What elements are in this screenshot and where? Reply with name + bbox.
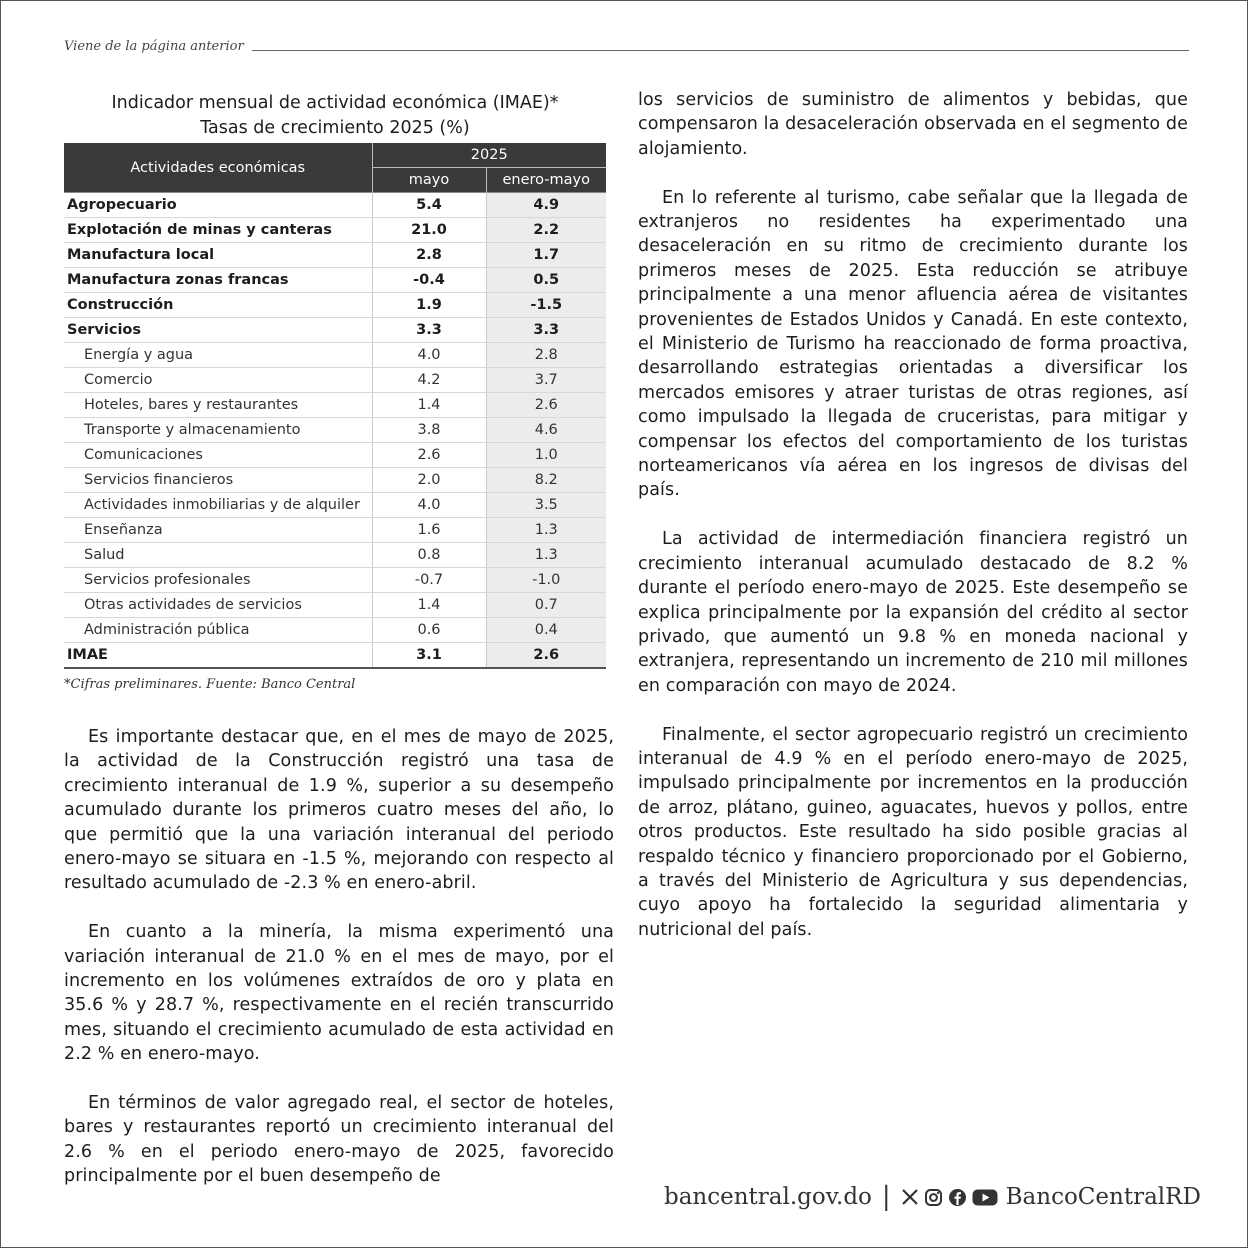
- activity-name: Energía y agua: [64, 343, 372, 368]
- table-row: [64, 368, 606, 393]
- table-body: [64, 193, 606, 669]
- paragraph-construction: Es importante destacar que, en el mes de mayo de 2025, la actividad de la Construcción registró una tasa de crecimiento interanual de 1.9 %, superior a su desempeño acumulado durante los primeros cuatro meses del año, lo que permitió que la una variación interanual del periodo enero-mayo se situara en -1.5 %, mejorando con respecto al resultado acumulado de -2.3 % en enero-abril.: [64, 727, 614, 894]
- table-row: [64, 318, 606, 343]
- activity-name: Agropecuario: [64, 193, 372, 218]
- instagram-icon[interactable]: [924, 1188, 943, 1207]
- table-row: [64, 343, 606, 368]
- value-mayo: 4.2: [372, 368, 486, 393]
- value-enero-mayo: -1.5: [486, 293, 606, 318]
- value-enero-mayo: 2.2: [486, 218, 606, 243]
- table-row: [64, 643, 606, 669]
- value-mayo: -0.4: [372, 268, 486, 293]
- table-row: [64, 393, 606, 418]
- table-row: [64, 418, 606, 443]
- social-handle[interactable]: BancoCentralRD: [1005, 1184, 1201, 1210]
- table-row: [64, 268, 606, 293]
- right-column: [638, 88, 1188, 967]
- header-activities: Actividades económicas: [64, 143, 372, 193]
- value-mayo: 3.8: [372, 418, 486, 443]
- imae-table-block: [64, 91, 606, 692]
- value-mayo: 4.0: [372, 343, 486, 368]
- value-mayo: 5.4: [372, 193, 486, 218]
- paragraph-hotels: En términos de valor agregado real, el sector de hoteles, bares y restaurantes reportó un crecimiento interanual del 2.6 % en el periodo enero-mayo de 2025, favorecido principalmente por el buen desempeño de: [64, 1093, 614, 1187]
- activity-name: Comercio: [64, 368, 372, 393]
- value-mayo: 1.4: [372, 393, 486, 418]
- paragraph-hotels-continued: los servicios de suministro de alimentos y bebidas, que compensaron la desaceleración observada en el segmento de alojamiento.: [638, 90, 1188, 159]
- value-enero-mayo: 1.0: [486, 443, 606, 468]
- value-enero-mayo: 2.8: [486, 343, 606, 368]
- table-row: [64, 568, 606, 593]
- value-enero-mayo: 3.5: [486, 493, 606, 518]
- value-enero-mayo: 1.3: [486, 543, 606, 568]
- value-mayo: 3.1: [372, 643, 486, 669]
- activity-name: Actividades inmobiliarias y de alquiler: [64, 493, 372, 518]
- value-mayo: 2.8: [372, 243, 486, 268]
- table-row: [64, 243, 606, 268]
- table-row: [64, 218, 606, 243]
- activity-name: Manufactura zonas francas: [64, 268, 372, 293]
- table-row: [64, 493, 606, 518]
- value-mayo: 3.3: [372, 318, 486, 343]
- activity-name: Servicios profesionales: [64, 568, 372, 593]
- value-enero-mayo: 0.4: [486, 618, 606, 643]
- x-icon[interactable]: [901, 1188, 919, 1206]
- value-mayo: 0.6: [372, 618, 486, 643]
- value-mayo: -0.7: [372, 568, 486, 593]
- imae-table: [64, 143, 606, 669]
- table-row: [64, 518, 606, 543]
- value-mayo: 2.0: [372, 468, 486, 493]
- paragraph-financial: La actividad de intermediación financiera registró un crecimiento interanual acumulado destacado de 8.2 % durante el período enero-mayo de 2025. Este desempeño se explica principalmente por la expansión del crédito al sector privado, que aumentó un 9.8 % en moneda nacional y extranjera, representando un incremento de 210 mil millones en comparación con mayo de 2024.: [638, 529, 1188, 696]
- activity-name: IMAE: [64, 643, 372, 669]
- activity-name: Administración pública: [64, 618, 372, 643]
- table-row: [64, 593, 606, 618]
- paragraph-mining: En cuanto a la minería, la misma experimentó una variación interanual de 21.0 % en el mes de mayo, por el incremento en los volúmenes extraídos de oro y plata en 35.6 % y 28.7 %, respectivamente en el recién transcurrido mes, situando el crecimiento acumulado de esta actividad en 2.2 % en enero-mayo.: [64, 922, 614, 1065]
- activity-name: Manufactura local: [64, 243, 372, 268]
- value-enero-mayo: 4.6: [486, 418, 606, 443]
- table-title-line2: Tasas de crecimiento 2025 (%): [200, 118, 470, 138]
- value-enero-mayo: 1.7: [486, 243, 606, 268]
- social-icons: [901, 1188, 998, 1207]
- value-mayo: 2.6: [372, 443, 486, 468]
- activity-name: Otras actividades de servicios: [64, 593, 372, 618]
- value-mayo: 1.9: [372, 293, 486, 318]
- value-mayo: 1.6: [372, 518, 486, 543]
- activity-name: Comunicaciones: [64, 443, 372, 468]
- activity-name: Salud: [64, 543, 372, 568]
- footer: [664, 1177, 1201, 1217]
- table-row: [64, 543, 606, 568]
- youtube-icon[interactable]: [972, 1188, 998, 1207]
- footer-separator: |: [881, 1182, 891, 1212]
- activity-name: Servicios financieros: [64, 468, 372, 493]
- value-enero-mayo: 2.6: [486, 643, 606, 669]
- header-enero-mayo: enero-mayo: [486, 168, 606, 193]
- header-mayo: mayo: [372, 168, 486, 193]
- table-row: [64, 193, 606, 218]
- value-enero-mayo: 0.5: [486, 268, 606, 293]
- header-year: 2025: [372, 143, 606, 168]
- activity-name: Transporte y almacenamiento: [64, 418, 372, 443]
- activity-name: Hoteles, bares y restaurantes: [64, 393, 372, 418]
- table-row: [64, 443, 606, 468]
- value-enero-mayo: 3.3: [486, 318, 606, 343]
- value-enero-mayo: 3.7: [486, 368, 606, 393]
- value-mayo: 1.4: [372, 593, 486, 618]
- table-row: [64, 618, 606, 643]
- facebook-icon[interactable]: [948, 1188, 967, 1207]
- value-mayo: 21.0: [372, 218, 486, 243]
- value-enero-mayo: 8.2: [486, 468, 606, 493]
- activity-name: Servicios: [64, 318, 372, 343]
- value-enero-mayo: 4.9: [486, 193, 606, 218]
- table-title-line1: Indicador mensual de actividad económica (IMAE)*: [111, 93, 559, 113]
- page-header: [64, 39, 1189, 54]
- value-enero-mayo: -1.0: [486, 568, 606, 593]
- value-mayo: 4.0: [372, 493, 486, 518]
- table-row: [64, 293, 606, 318]
- value-enero-mayo: 0.7: [486, 593, 606, 618]
- left-column: [64, 725, 614, 1213]
- activity-name: Enseñanza: [64, 518, 372, 543]
- paragraph-agriculture: Finalmente, el sector agropecuario registró un crecimiento interanual de 4.9 % en el período enero-mayo de 2025, impulsado principalmente por incrementos en la producción de arroz, plátano, guineo, aguacates, huevos y pollos, entre otros productos. Este resultado ha sido posible gracias al respaldo técnico y financiero proporcionado por el Gobierno, a través del Ministerio de Agricultura y sus dependencias, cuyo apoyo ha fortalecido la seguridad alimentaria y nutricional del país.: [638, 724, 1188, 940]
- header-rule: [252, 50, 1189, 51]
- website-link[interactable]: bancentral.gov.do: [664, 1184, 872, 1210]
- activity-name: Construcción: [64, 293, 372, 318]
- activity-name: Explotación de minas y canteras: [64, 218, 372, 243]
- table-row: [64, 468, 606, 493]
- table-note: *Cifras preliminares. Fuente: Banco Central: [64, 677, 356, 692]
- table-title: [64, 91, 606, 141]
- paragraph-tourism: En lo referente al turismo, cabe señalar que la llegada de extranjeros no residentes ha experimentado una desaceleración en su ritmo de crecimiento durante los primeros meses de 2025. Esta reducción se atribuye principalmente a una menor afluencia aérea de visitantes provenientes de Estados Unidos y Canadá. En este contexto, el Ministerio de Turismo ha reaccionado de forma proactiva, desarrollando estrategias orientadas a diversificar los mercados emisores y atraer turistas de otras regiones, así como impulsado la llegada de cruceristas, para mitigar y compensar los efectos del comportamiento de los turistas norteamericanos vía aérea en los ingresos de divisas del país.: [638, 187, 1188, 501]
- value-mayo: 0.8: [372, 543, 486, 568]
- continued-note: Viene de la página anterior: [64, 39, 244, 54]
- value-enero-mayo: 2.6: [486, 393, 606, 418]
- value-enero-mayo: 1.3: [486, 518, 606, 543]
